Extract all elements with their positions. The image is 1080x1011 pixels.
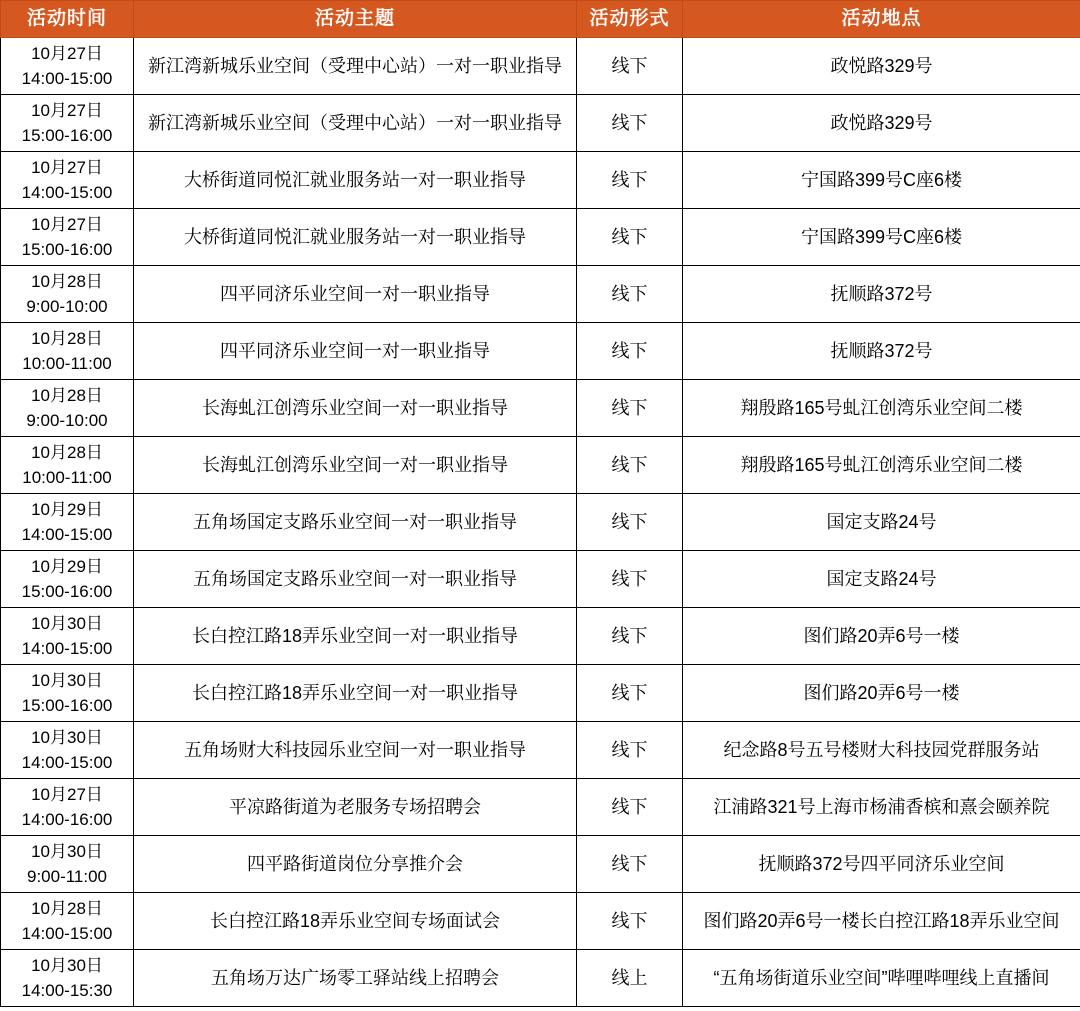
activity-date: 10月30日 — [31, 671, 103, 690]
activity-time-range: 15:00-16:00 — [21, 582, 113, 601]
cell-activity-topic: 大桥街道同悦汇就业服务站一对一职业指导 — [134, 152, 577, 209]
cell-activity-form: 线下 — [577, 494, 683, 551]
cell-activity-time — [1, 665, 134, 722]
activity-time-range: 10:00-11:00 — [22, 468, 112, 487]
cell-activity-topic: 长白控江路18弄乐业空间专场面试会 — [134, 893, 577, 950]
table-row — [1, 893, 1080, 950]
table-row — [1, 38, 1080, 95]
table-row — [1, 608, 1080, 665]
cell-activity-form: 线下 — [577, 722, 683, 779]
table-row — [1, 152, 1080, 209]
cell-activity-place: 抚顺路372号 — [683, 266, 1080, 323]
cell-activity-place: “五角场街道乐业空间”哔哩哔哩线上直播间 — [683, 950, 1080, 1007]
activity-date: 10月28日 — [31, 899, 103, 918]
cell-activity-time — [1, 722, 134, 779]
cell-activity-form: 线下 — [577, 95, 683, 152]
cell-activity-time — [1, 836, 134, 893]
cell-activity-form: 线下 — [577, 551, 683, 608]
table-row — [1, 323, 1080, 380]
table-row — [1, 950, 1080, 1007]
cell-activity-time — [1, 266, 134, 323]
cell-activity-form: 线下 — [577, 836, 683, 893]
cell-activity-topic: 五角场国定支路乐业空间一对一职业指导 — [134, 494, 577, 551]
cell-activity-topic: 新江湾新城乐业空间（受理中心站）一对一职业指导 — [134, 38, 577, 95]
cell-activity-topic: 四平同济乐业空间一对一职业指导 — [134, 323, 577, 380]
cell-activity-place: 纪念路8号五号楼财大科技园党群服务站 — [683, 722, 1080, 779]
table-row — [1, 779, 1080, 836]
cell-activity-time — [1, 437, 134, 494]
cell-activity-place: 图们路20弄6号一楼长白控江路18弄乐业空间 — [683, 893, 1080, 950]
activity-date: 10月30日 — [31, 728, 103, 747]
cell-activity-form: 线下 — [577, 209, 683, 266]
column-header-form: 活动形式 — [577, 1, 683, 38]
table-row — [1, 836, 1080, 893]
table-row — [1, 494, 1080, 551]
activity-time-range: 9:00-11:00 — [26, 867, 108, 886]
cell-activity-topic: 五角场财大科技园乐业空间一对一职业指导 — [134, 722, 577, 779]
cell-activity-place: 抚顺路372号 — [683, 323, 1080, 380]
cell-activity-place: 图们路20弄6号一楼 — [683, 665, 1080, 722]
cell-activity-place: 图们路20弄6号一楼 — [683, 608, 1080, 665]
cell-activity-topic: 长白控江路18弄乐业空间一对一职业指导 — [134, 608, 577, 665]
activity-date: 10月28日 — [31, 272, 103, 291]
cell-activity-topic: 新江湾新城乐业空间（受理中心站）一对一职业指导 — [134, 95, 577, 152]
cell-activity-form: 线下 — [577, 779, 683, 836]
table-row — [1, 722, 1080, 779]
cell-activity-time — [1, 551, 134, 608]
activity-date: 10月29日 — [31, 557, 103, 576]
activity-time-range: 15:00-16:00 — [21, 240, 113, 259]
activity-date: 10月30日 — [31, 956, 103, 975]
cell-activity-place: 江浦路321号上海市杨浦香槟和熹会颐养院 — [683, 779, 1080, 836]
activity-time-range: 14:00-15:00 — [21, 639, 113, 658]
cell-activity-form: 线下 — [577, 266, 683, 323]
table-header-row — [1, 1, 1080, 38]
activity-time-range: 9:00-10:00 — [26, 297, 108, 316]
activity-time-range: 15:00-16:00 — [21, 696, 113, 715]
cell-activity-form: 线下 — [577, 437, 683, 494]
cell-activity-time — [1, 380, 134, 437]
cell-activity-time — [1, 779, 134, 836]
cell-activity-topic: 长海虬江创湾乐业空间一对一职业指导 — [134, 380, 577, 437]
activity-time-range: 14:00-16:00 — [21, 810, 113, 829]
cell-activity-place: 国定支路24号 — [683, 494, 1080, 551]
activity-time-range: 10:00-11:00 — [22, 354, 112, 373]
cell-activity-time — [1, 950, 134, 1007]
column-header-topic: 活动主题 — [134, 1, 577, 38]
cell-activity-place: 政悦路329号 — [683, 38, 1080, 95]
column-header-time: 活动时间 — [1, 1, 134, 38]
activity-time-range: 9:00-10:00 — [26, 411, 108, 430]
activity-date: 10月27日 — [31, 785, 103, 804]
activity-time-range: 15:00-16:00 — [21, 126, 113, 145]
activity-time-range: 14:00-15:00 — [21, 753, 113, 772]
table-row — [1, 380, 1080, 437]
activity-time-range: 14:00-15:00 — [21, 69, 113, 88]
cell-activity-time — [1, 209, 134, 266]
table-row — [1, 437, 1080, 494]
cell-activity-topic: 五角场国定支路乐业空间一对一职业指导 — [134, 551, 577, 608]
activity-date: 10月28日 — [31, 443, 103, 462]
cell-activity-time — [1, 152, 134, 209]
activity-date: 10月28日 — [31, 329, 103, 348]
cell-activity-topic: 长海虬江创湾乐业空间一对一职业指导 — [134, 437, 577, 494]
activity-date: 10月29日 — [31, 500, 103, 519]
activity-date: 10月28日 — [31, 386, 103, 405]
activity-date: 10月27日 — [31, 44, 103, 63]
cell-activity-form: 线下 — [577, 323, 683, 380]
cell-activity-place: 国定支路24号 — [683, 551, 1080, 608]
table-row — [1, 551, 1080, 608]
cell-activity-form: 线下 — [577, 608, 683, 665]
activity-date: 10月27日 — [31, 158, 103, 177]
activity-date: 10月30日 — [31, 614, 103, 633]
cell-activity-topic: 四平同济乐业空间一对一职业指导 — [134, 266, 577, 323]
cell-activity-form: 线下 — [577, 152, 683, 209]
activity-time-range: 14:00-15:00 — [21, 924, 113, 943]
cell-activity-topic: 长白控江路18弄乐业空间一对一职业指导 — [134, 665, 577, 722]
cell-activity-form: 线下 — [577, 38, 683, 95]
cell-activity-time — [1, 893, 134, 950]
cell-activity-place: 翔殷路165号虬江创湾乐业空间二楼 — [683, 380, 1080, 437]
activity-date: 10月30日 — [31, 842, 103, 861]
cell-activity-place: 宁国路399号C座6楼 — [683, 209, 1080, 266]
column-header-place: 活动地点 — [683, 1, 1080, 38]
table-body — [1, 38, 1080, 1007]
cell-activity-form: 线下 — [577, 893, 683, 950]
cell-activity-topic: 大桥街道同悦汇就业服务站一对一职业指导 — [134, 209, 577, 266]
table-row — [1, 266, 1080, 323]
cell-activity-place: 政悦路329号 — [683, 95, 1080, 152]
table-row — [1, 95, 1080, 152]
activity-date: 10月27日 — [31, 101, 103, 120]
cell-activity-time — [1, 323, 134, 380]
cell-activity-time — [1, 494, 134, 551]
cell-activity-time — [1, 38, 134, 95]
activity-date: 10月27日 — [31, 215, 103, 234]
cell-activity-topic: 五角场万达广场零工驿站线上招聘会 — [134, 950, 577, 1007]
activity-time-range: 14:00-15:00 — [21, 183, 113, 202]
cell-activity-place: 宁国路399号C座6楼 — [683, 152, 1080, 209]
cell-activity-time — [1, 608, 134, 665]
table-row — [1, 665, 1080, 722]
cell-activity-topic: 四平路街道岗位分享推介会 — [134, 836, 577, 893]
cell-activity-time — [1, 95, 134, 152]
activity-time-range: 14:00-15:30 — [21, 981, 113, 1000]
cell-activity-place: 抚顺路372号四平同济乐业空间 — [683, 836, 1080, 893]
cell-activity-topic: 平凉路街道为老服务专场招聘会 — [134, 779, 577, 836]
table-row — [1, 209, 1080, 266]
cell-activity-form: 线上 — [577, 950, 683, 1007]
cell-activity-form: 线下 — [577, 665, 683, 722]
cell-activity-form: 线下 — [577, 380, 683, 437]
cell-activity-place: 翔殷路165号虬江创湾乐业空间二楼 — [683, 437, 1080, 494]
activity-time-range: 14:00-15:00 — [21, 525, 113, 544]
